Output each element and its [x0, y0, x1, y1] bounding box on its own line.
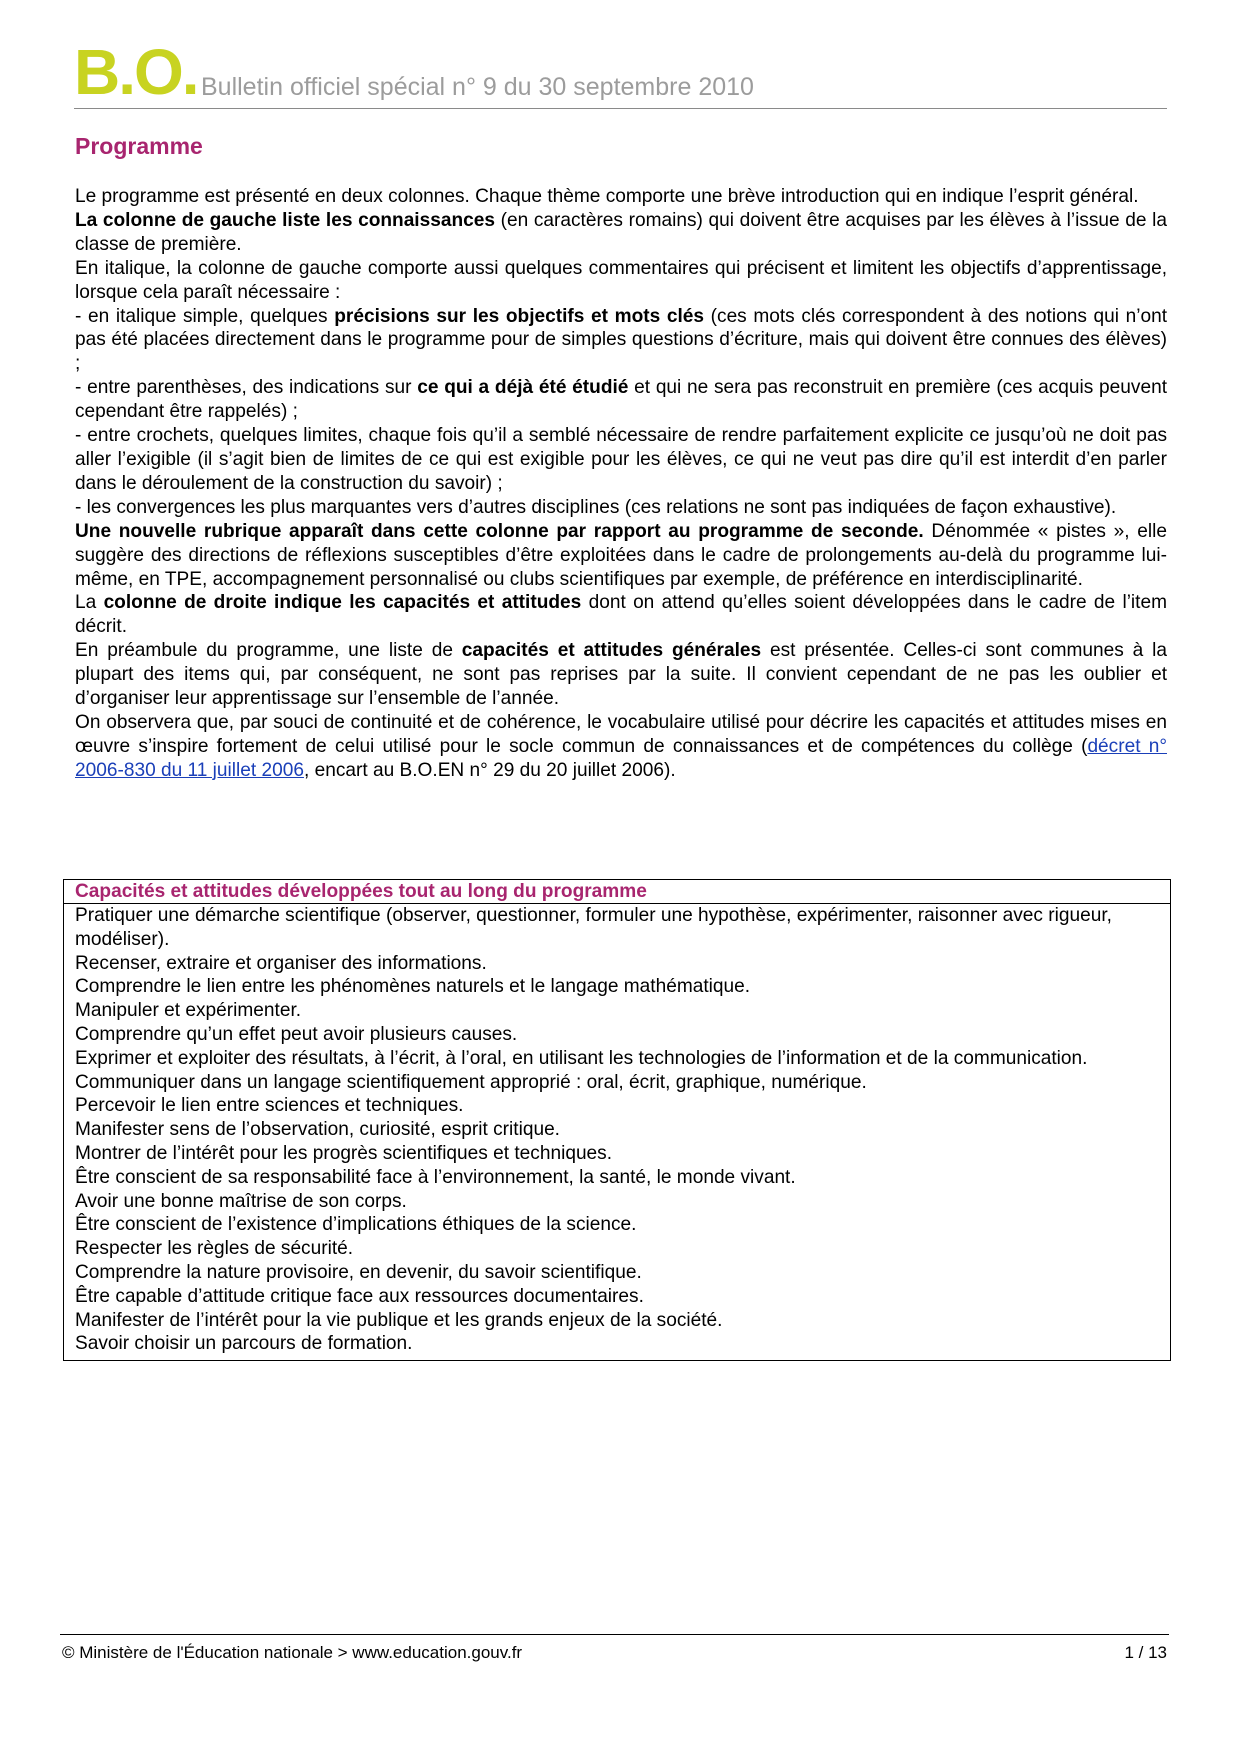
text-span: Dénommée « pistes », elle suggère des directions de réflexions susceptibles d’être exploitées dans le cadre de prolongements au-delà du programme lui-même, en TPE, accompagnement personnalisé ou clubs scientifiques par exemple, de préférence en interdisciplinarité. [75, 520, 1167, 590]
capacity-item: Exprimer et exploiter des résultats, à l’écrit, à l’oral, en utilisant les technologies de l’information et de la communication. [75, 1047, 1088, 1069]
capacity-item: Être conscient de l’existence d’implications éthiques de la science. [75, 1214, 637, 1236]
bulletin-title: Bulletin officiel spécial n° 9 du 30 septembre 2010 [201, 73, 754, 101]
intro-paragraph [75, 376, 1167, 424]
text-span: On observera que, par souci de continuité et de cohérence, le vocabulaire utilisé pour décrire les capacités et attitudes mises en œuvre s’inspire fortement de celui utilisé pour le socle commun de connaissances et de compétences du collège ( [75, 711, 1167, 757]
page-number: 1 / 13 [1124, 1643, 1167, 1662]
capacity-item: Comprendre le lien entre les phénomènes naturels et le langage mathématique. [75, 976, 751, 998]
capacity-item: Avoir une bonne maîtrise de son corps. [75, 1190, 407, 1212]
text-span: - en italique simple, quelques [75, 305, 335, 327]
bold-text: Une nouvelle rubrique apparaît dans cette colonne par rapport au programme de seconde. [75, 520, 924, 542]
capacity-item: Montrer de l’intérêt pour les progrès scientifiques et techniques. [75, 1142, 613, 1164]
capacity-item: Être conscient de sa responsabilité face à l’environnement, la santé, le monde vivant. [75, 1166, 796, 1188]
intro-paragraph: En italique, la colonne de gauche comporte aussi quelques commentaires qui précisent et limitent les objectifs d’apprentissage, lorsque cela paraît nécessaire : [75, 257, 1167, 303]
capacity-item: Manifester de l’intérêt pour la vie publique et les grands enjeux de la société. [75, 1309, 723, 1331]
decree-link[interactable]: décret n° 2006-830 du 11 juillet 2006 [75, 735, 1167, 781]
bo-logo: B.O. [74, 36, 198, 108]
bold-text: précisions sur les objectifs et mots clés [334, 305, 705, 327]
page-header [74, 36, 1167, 109]
text-span: est présentée. Celles-ci sont communes à la plupart des items qui, par conséquent, ne sont pas reprises par la suite. Il convient cependant de ne pas les oublier et d’organiser leur apprentissage sur l’ensemble de l’année. [75, 640, 1167, 710]
capacity-item: Communiquer dans un langage scientifiquement approprié : oral, écrit, graphique, numérique. [75, 1071, 867, 1093]
capacities-list [64, 904, 1171, 1361]
text-span: - entre parenthèses, des indications sur [75, 377, 418, 399]
intro-paragraph [75, 591, 1167, 639]
capacity-item: Manifester sens de l’observation, curiosité, esprit critique. [75, 1119, 560, 1141]
capacities-header-row [64, 880, 1171, 904]
capacity-item: Pratiquer une démarche scientifique (observer, questionner, formuler une hypothèse, expérimenter, raisonner avec rigueur, modéliser). [75, 905, 1112, 950]
bold-text: capacités et attitudes générales [461, 640, 762, 662]
intro-paragraph: Le programme est présenté en deux colonnes. Chaque thème comporte une brève introduction qui en indique l’esprit général. [75, 186, 1139, 207]
bold-text: La colonne de gauche liste les connaissances [75, 209, 495, 231]
intro-paragraph [75, 639, 1167, 711]
capacity-item: Savoir choisir un parcours de formation. [75, 1333, 413, 1355]
capacity-item: Manipuler et expérimenter. [75, 1000, 302, 1022]
bold-text: colonne de droite indique les capacités et attitudes [103, 592, 582, 614]
intro-paragraph [75, 711, 1167, 783]
intro-paragraph [75, 209, 1167, 257]
text-span: dont on attend qu’elles soient développées dans le cadre de l’item décrit. [75, 592, 1168, 638]
intro-paragraph [75, 520, 1167, 592]
text-span: (en caractères romains) qui doivent être acquises par les élèves à l’issue de la classe de première. [75, 209, 1167, 255]
capacity-item: Être capable d’attitude critique face aux ressources documentaires. [75, 1285, 644, 1307]
page-title: Programme [75, 133, 203, 159]
text-span: et qui ne sera pas reconstruit en première (ces acquis peuvent cependant être rappelés) ; [75, 377, 1167, 423]
text-span: En préambule du programme, une liste de [75, 640, 462, 662]
capacity-item: Respecter les règles de sécurité. [75, 1238, 354, 1260]
text-span: (ces mots clés correspondent à des notions qui n’ont pas été placées directement dans le programme pour de simples questions d’écriture, mais qui doivent être connues des élèves) ; [75, 305, 1167, 375]
capacity-item: Percevoir le lien entre sciences et techniques. [75, 1095, 464, 1117]
bold-text: ce qui a déjà été étudié [417, 377, 629, 399]
footer-copyright: © Ministère de l'Éducation nationale > www.education.gouv.fr [62, 1643, 523, 1662]
text-span: La [75, 592, 104, 614]
intro-paragraph: - les convergences les plus marquantes vers d’autres disciplines (ces relations ne sont pas indiquées de façon exhaustive). [75, 496, 1117, 518]
capacity-item: Comprendre qu’un effet peut avoir plusieurs causes. [75, 1023, 518, 1045]
intro-text [75, 185, 1167, 783]
page-footer [60, 1634, 1169, 1662]
text-span: , encart au B.O.EN n° 29 du 20 juillet 2006). [303, 759, 676, 781]
intro-paragraph: - entre crochets, quelques limites, chaque fois qu’il a semblé nécessaire de rendre parfaitement explicite ce jusqu’où ne doit pas aller l’exigible (il s’agit bien de limites de ce qui est exigible pour les élèves, ce qui ne veut pas dire qu’il est interdit d’en parler dans le déroulement de la construction du savoir) ; [75, 425, 1167, 494]
capacities-table [63, 879, 1171, 1361]
capacity-item: Recenser, extraire et organiser des informations. [75, 952, 487, 974]
capacity-item: Comprendre la nature provisoire, en devenir, du savoir scientifique. [75, 1261, 642, 1283]
capacities-body-row [64, 904, 1171, 1361]
intro-paragraph [75, 305, 1167, 377]
capacities-heading: Capacités et attitudes développées tout au long du programme [64, 880, 1171, 904]
